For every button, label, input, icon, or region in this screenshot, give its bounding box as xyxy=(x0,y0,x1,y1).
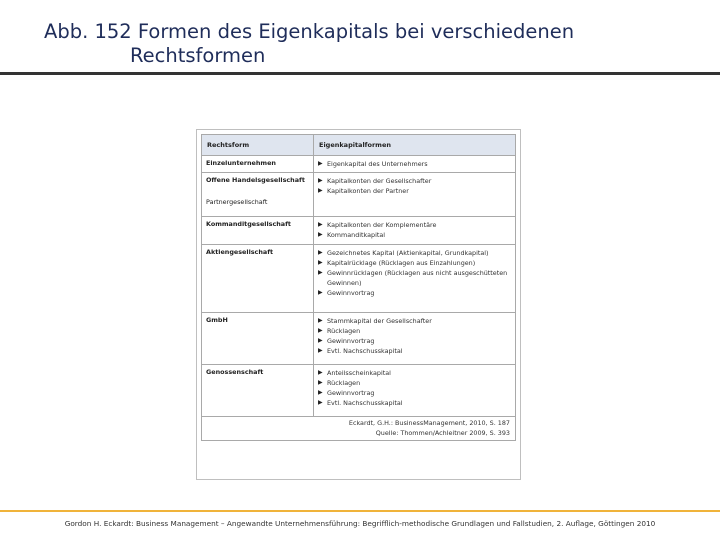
bullet-arrow-icon: ▶ xyxy=(318,389,323,396)
eigenkapital-cell xyxy=(314,173,515,216)
list-item xyxy=(318,220,511,230)
eigenkapital-item: Kapitalkonten der Partner xyxy=(327,187,409,195)
table-row xyxy=(201,365,516,417)
eigenkapital-cell xyxy=(314,313,515,364)
eigenkapital-item: Kapitalkonten der Gesellschafter xyxy=(327,177,432,185)
rechtsform-label: GmbH xyxy=(206,316,228,324)
rechtsform-label: Einzelunternehmen xyxy=(206,159,276,167)
bullet-arrow-icon: ▶ xyxy=(318,160,323,167)
footer-divider xyxy=(0,510,720,512)
list-item xyxy=(318,316,511,326)
list-item xyxy=(318,336,511,346)
rechtsform-cell xyxy=(202,313,314,364)
table-row xyxy=(201,245,516,313)
eigenkapital-item: Gewinnvortrag xyxy=(327,337,375,345)
bullet-arrow-icon: ▶ xyxy=(318,249,323,256)
bullet-arrow-icon: ▶ xyxy=(318,379,323,386)
table-source xyxy=(201,417,516,441)
bullet-arrow-icon: ▶ xyxy=(318,177,323,184)
eigenkapital-item: Gewinnvortrag xyxy=(327,289,375,297)
list-item xyxy=(318,176,511,186)
bullet-arrow-icon: ▶ xyxy=(318,221,323,228)
header-rechtsform: Rechtsform xyxy=(202,135,314,155)
eigenkapital-cell xyxy=(314,217,515,244)
list-item xyxy=(318,346,511,356)
eigenkapital-item: Evtl. Nachschusskapital xyxy=(327,399,403,407)
rechtsform-label: Genossenschaft xyxy=(206,368,264,376)
table-header xyxy=(201,134,516,156)
bullet-arrow-icon: ▶ xyxy=(318,269,323,276)
list-item xyxy=(318,388,511,398)
eigenkapital-item: Gewinnvortrag xyxy=(327,389,375,397)
rechtsform-cell xyxy=(202,365,314,416)
table-row xyxy=(201,313,516,365)
eigenkapital-item: Gewinnrücklagen (Rücklagen aus nicht ausgeschütteten Gewinnen) xyxy=(327,269,508,287)
eigenkapital-cell xyxy=(314,245,515,312)
rechtsform-cell xyxy=(202,245,314,312)
eigenkapital-item: Rücklagen xyxy=(327,379,361,387)
title-line-1: Abb. 152 Formen des Eigenkapitals bei verschiedenen xyxy=(44,20,575,43)
eigenkapital-item: Eigenkapital des Unternehmers xyxy=(327,160,428,168)
eigenkapital-item: Evtl. Nachschusskapital xyxy=(327,347,403,355)
list-item xyxy=(318,258,511,268)
bullet-arrow-icon: ▶ xyxy=(318,259,323,266)
equity-table xyxy=(196,129,521,480)
eigenkapital-item: Stammkapital der Gesellschafter xyxy=(327,317,432,325)
rechtsform-cell xyxy=(202,173,314,216)
eigenkapital-item: Kommanditkapital xyxy=(327,231,386,239)
bullet-arrow-icon: ▶ xyxy=(318,289,323,296)
list-item xyxy=(318,288,511,298)
eigenkapital-item: Anteilsscheinkapital xyxy=(327,369,391,377)
source-line-2: Quelle: Thommen/Achleitner 2009, S. 393 xyxy=(375,428,510,437)
source-line-1: Eckardt, G.H.: BusinessManagement, 2010, S. 187 xyxy=(348,419,510,427)
rechtsform-cell xyxy=(202,217,314,244)
bullet-arrow-icon: ▶ xyxy=(318,187,323,194)
eigenkapital-item: Gezeichnetes Kapital (Aktienkapital, Grundkapital) xyxy=(327,249,489,257)
header-eigenkapitalformen: Eigenkapitalformen xyxy=(319,141,391,149)
eigenkapital-item: Kapitalrücklage (Rücklagen aus Einzahlungen) xyxy=(327,259,476,267)
bullet-arrow-icon: ▶ xyxy=(318,399,323,406)
table-row xyxy=(201,173,516,217)
footer-citation: Gordon H. Eckardt: Business Management – Angewandte Unternehmensführung: Begrifflich-methodische Grundlagen und Fallstudien, 2. Auflage, Göttingen 2010 xyxy=(64,519,656,528)
title-line-2: Rechtsformen xyxy=(130,44,266,67)
eigenkapital-cell xyxy=(314,365,515,416)
list-item xyxy=(318,326,511,336)
list-item xyxy=(318,368,511,378)
bullet-arrow-icon: ▶ xyxy=(318,369,323,376)
list-item xyxy=(318,248,511,258)
eigenkapital-item: Rücklagen xyxy=(327,327,361,335)
eigenkapital-item: Kapitalkonten der Komplementäre xyxy=(327,221,437,229)
bullet-arrow-icon: ▶ xyxy=(318,231,323,238)
eigenkapital-cell xyxy=(314,156,515,172)
table-row xyxy=(201,156,516,173)
rechtsform-sublabel: Partnergesellschaft xyxy=(206,198,268,206)
title-divider xyxy=(0,72,720,75)
list-item xyxy=(318,398,511,408)
table-row xyxy=(201,217,516,245)
bullet-arrow-icon: ▶ xyxy=(318,317,323,324)
bullet-arrow-icon: ▶ xyxy=(318,337,323,344)
rechtsform-label: Offene Handelsgesellschaft xyxy=(206,176,305,184)
table-body xyxy=(201,156,516,417)
slide-title xyxy=(44,20,684,68)
rechtsform-label: Kommanditgesellschaft xyxy=(206,220,291,228)
list-item xyxy=(318,186,511,196)
bullet-arrow-icon: ▶ xyxy=(318,347,323,354)
rechtsform-cell xyxy=(202,156,314,172)
list-item xyxy=(318,230,511,240)
list-item xyxy=(318,159,511,169)
rechtsform-label: Aktiengesellschaft xyxy=(206,248,274,256)
list-item xyxy=(318,378,511,388)
bullet-arrow-icon: ▶ xyxy=(318,327,323,334)
list-item xyxy=(318,268,511,288)
